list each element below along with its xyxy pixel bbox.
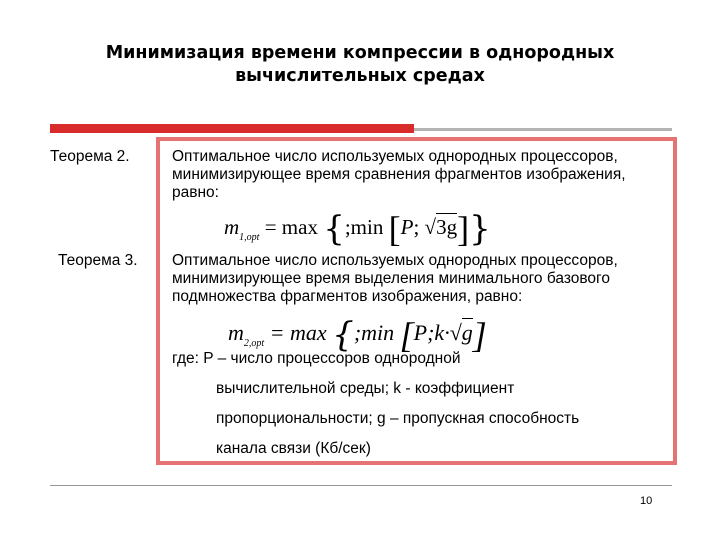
slide-title-line-1: Минимизация времени компрессии в однородных <box>105 43 615 63</box>
formula-2-radicand: g <box>461 320 473 345</box>
page-number: 10 <box>640 495 653 507</box>
formula-2-min: ;min <box>353 320 395 345</box>
formula-2-left-bracket: [ <box>399 315 414 355</box>
formula-1-subscript: 1,opt <box>239 232 260 243</box>
formula-2-sep: ;k· <box>427 320 450 345</box>
footer-rule <box>50 485 672 486</box>
theorem-3-label: Теорема 3. <box>58 252 138 269</box>
theorem-2-line-2: минимизирующее время сравнения фрагментов изображения, <box>172 166 626 183</box>
formula-1-radicand: 3g <box>436 215 458 239</box>
formula-1-right-bracket: ] <box>457 209 470 249</box>
formula-2-max: = max <box>269 320 327 345</box>
formula-1-min: ;min <box>344 215 384 239</box>
theorem-3-line-1: Оптимальное число используемых однородных процессоров, <box>172 252 618 269</box>
formula-2-subscript: 2,opt <box>243 338 265 349</box>
theorem-2-label: Теорема 2. <box>50 148 130 165</box>
formula-1-lhs: m <box>224 215 240 239</box>
theorem-2-line-1: Оптимальное число используемых однородных процессоров, <box>172 148 618 165</box>
formula-1-sqrt: √3g <box>424 215 458 239</box>
theorem-3-line-2: минимизирующее время выделения минимального базового <box>172 270 610 287</box>
theorem-3-line-3: подмножества фрагментов изображения, равно: <box>172 288 523 305</box>
formula-2-P: P <box>413 320 428 345</box>
note-line-1: где: P – число процессоров однородной <box>172 350 461 367</box>
formula-1-P: P <box>400 215 414 239</box>
title-underline-red <box>50 124 414 133</box>
formula-2-sqrt: √g <box>449 320 473 345</box>
theorem-3-text <box>172 252 672 306</box>
theorem-2-line-3: равно: <box>172 184 219 201</box>
theorem-2-text <box>172 148 672 202</box>
slide-title-line-2: вычислительных средах <box>235 66 485 86</box>
formula-1-max: = max <box>264 215 318 239</box>
formula-1-left-bracket: [ <box>388 209 401 249</box>
formula-1-left-brace: { <box>323 209 345 249</box>
formula-2-right-bracket: ] <box>472 315 487 355</box>
theorem-2-formula <box>224 208 491 250</box>
formula-1-right-brace: } <box>469 209 491 249</box>
note-line-4: канала связи (Кб/сек) <box>216 440 371 457</box>
formula-2-lhs: m <box>228 320 244 345</box>
note-line-2: вычислительной среды; k - коэффициент <box>216 380 515 397</box>
slide-title <box>40 42 680 88</box>
note-line-3: пропорциональности; g – пропускная способность <box>216 410 580 427</box>
formula-2-left-brace: { <box>332 315 354 355</box>
formula-1-sep: ; <box>413 215 420 239</box>
